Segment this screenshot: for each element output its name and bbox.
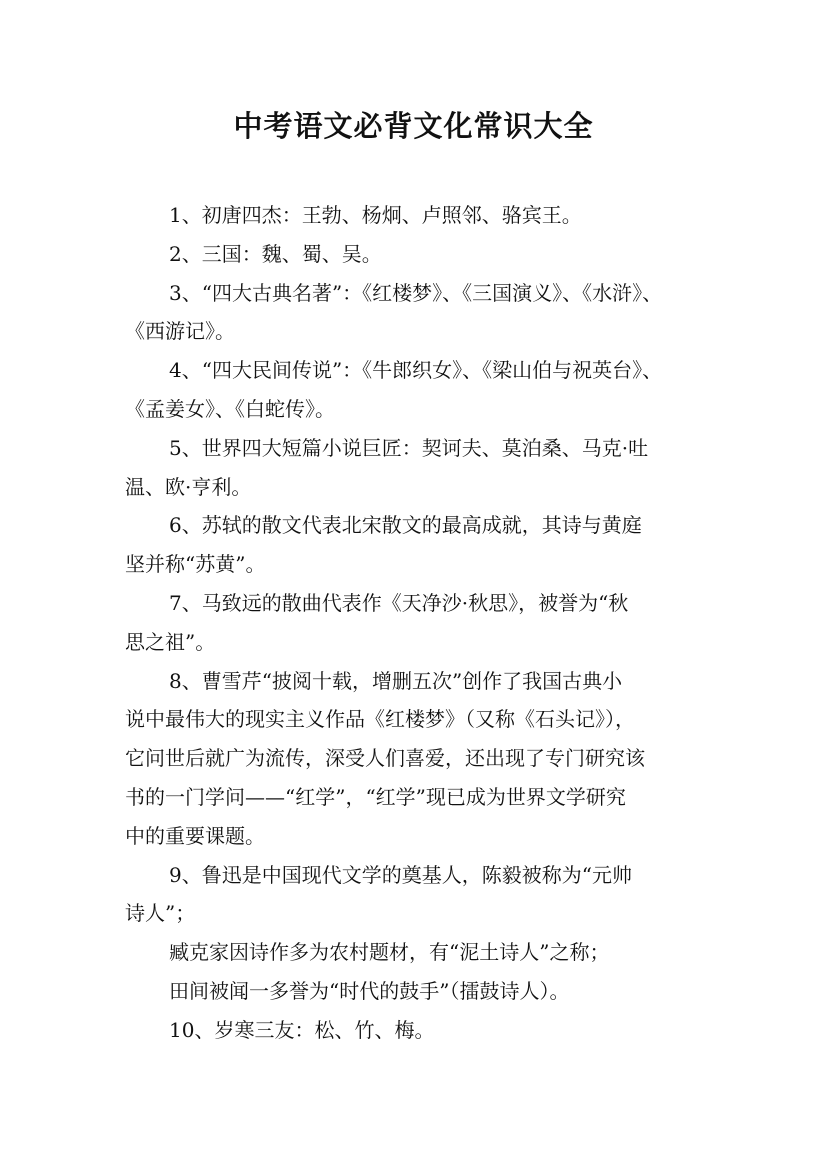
text-line: 诗人”； xyxy=(125,901,196,926)
text-line: 臧克家因诗作多为农村题材，有“泥土诗人”之称； xyxy=(169,940,610,965)
document-body xyxy=(125,196,725,1050)
document-title: 中考语文必背文化常识大全 xyxy=(233,109,594,143)
text-line: 温、欧·亨利。 xyxy=(125,474,252,499)
text-line: 《孟姜女》、《白蛇传》。 xyxy=(125,396,335,421)
text-line: 3、“四大古典名著”：《红楼梦》、《三国演义》、《水浒》、 xyxy=(169,280,663,305)
text-line: 5、世界四大短篇小说巨匠：契诃夫、莫泊桑、马克·吐 xyxy=(169,435,649,460)
text-line: 坚并称“苏黄”。 xyxy=(125,552,266,577)
text-line: 书的一门学问——“红学”，“红学”现已成为世界文学研究 xyxy=(125,784,626,809)
text-line: 说中最伟大的现实主义作品《红楼梦》（又称《石头记》）， xyxy=(125,707,635,732)
text-line: 中的重要课题。 xyxy=(125,823,265,848)
text-line: 9、鲁迅是中国现代文学的奠基人，陈毅被称为“元帅 xyxy=(169,862,632,887)
text-line: 7、马致远的散曲代表作《天净沙·秋思》，被誉为“秋 xyxy=(169,590,629,615)
text-line: 《西游记》。 xyxy=(125,319,235,344)
text-line: 田间被闻一多誉为“时代的鼓手”（擂鼓诗人）。 xyxy=(169,978,570,1003)
text-line: 8、曹雪芹“披阅十载，增删五次”创作了我国古典小 xyxy=(169,668,623,693)
text-line: 1、初唐四杰：王勃、杨炯、卢照邻、骆宾王。 xyxy=(169,203,582,227)
text-line: 4、“四大民间传说”：《牛郎织女》、《梁山伯与祝英台》、 xyxy=(169,358,663,383)
text-line: 2、三国：魏、蜀、吴。 xyxy=(169,241,382,266)
text-line: 它问世后就广为流传，深受人们喜爱，还出现了专门研究该 xyxy=(125,746,645,771)
text-line: 思之祖”。 xyxy=(125,629,216,654)
text-line: 10、岁寒三友：松、竹、梅。 xyxy=(169,1017,435,1042)
text-line: 6、苏轼的散文代表北宋散文的最高成就，其诗与黄庭 xyxy=(169,513,642,538)
